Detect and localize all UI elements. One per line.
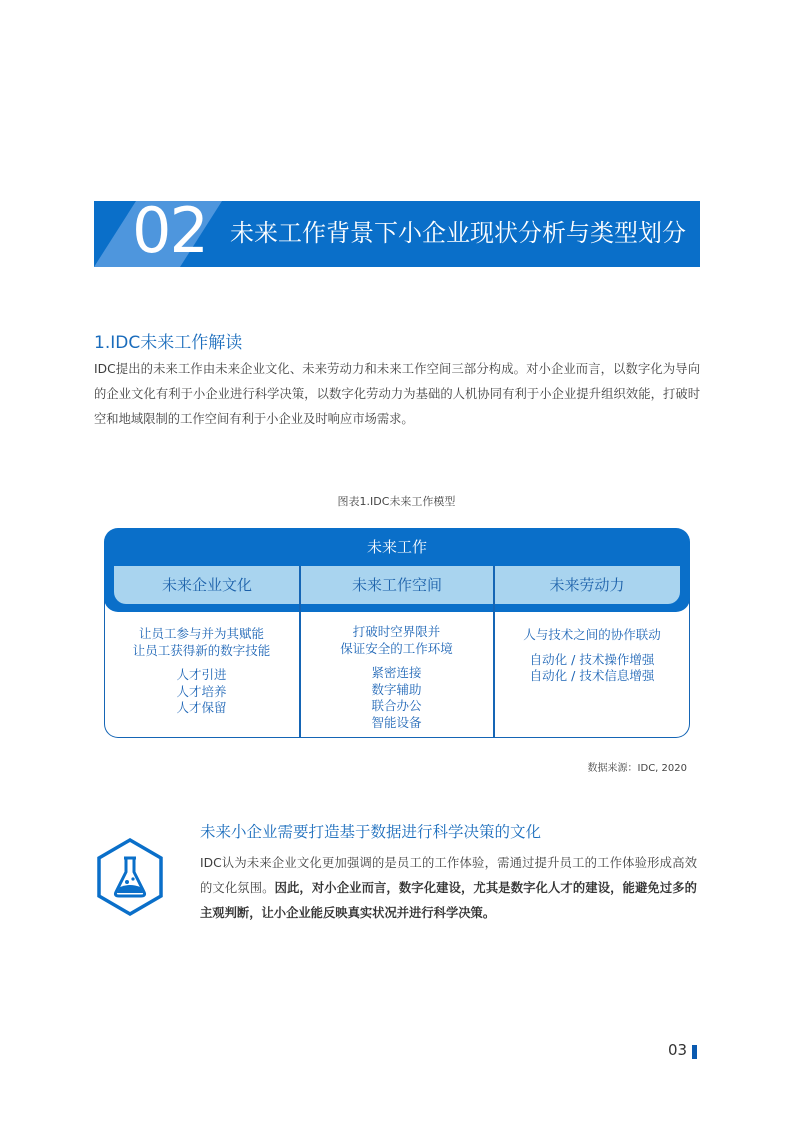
column-body-culture: [104, 626, 299, 717]
workspace-item: 智能设备: [371, 714, 422, 730]
figure-caption: 图表1.IDC未来工作模型: [337, 495, 456, 508]
workspace-item: 保证安全的工作环境: [340, 640, 453, 656]
column-body-workforce: [494, 627, 690, 685]
culture-item: 让员工获得新的数字技能: [132, 642, 271, 658]
callout-text-bold: 因此，对小企业而言，数字化建设，尤其是数字化人才的建设，能避免过多的主观判断，让小企业能反映真实状况并进行科学决策。: [200, 881, 697, 920]
workspace-item: 紧密连接: [371, 665, 422, 680]
model-column-headers: [114, 566, 680, 604]
workforce-item: 自动化 / 技术操作增强: [529, 651, 655, 667]
workforce-item: 自动化 / 技术信息增强: [529, 668, 655, 683]
workspace-item: 打破时空界限并: [352, 624, 441, 639]
column-title-workspace: 未来工作空间: [351, 576, 442, 594]
culture-item: 人才保留: [176, 700, 227, 715]
culture-item: 人才培养: [176, 683, 227, 699]
workforce-item: 人与技术之间的协作联动: [523, 627, 661, 642]
page-number-bar: [692, 1045, 697, 1059]
workspace-item: 联合办公: [371, 698, 422, 713]
flask-icon: [96, 838, 164, 916]
workspace-item: 数字辅助: [371, 681, 422, 697]
subsection-heading: 1.IDC未来工作解读: [94, 333, 243, 353]
column-body-workspace: [300, 624, 493, 731]
intro-paragraph: IDC提出的未来工作由未来企业文化、未来劳动力和未来工作空间三部分构成。对小企业而言，以数字化为导向的企业文化有利于小企业进行科学决策，以数字化劳动力为基础的人机协同有利于小企业提升组织效能，打破时空和地域限制的工作空间有利于小企业及时响应市场需求。: [94, 362, 700, 426]
callout-text-plain: IDC认为未来企业文化更加强调的是员工的工作体验，需通过提升员工的工作体验形成高效的文化氛围。: [200, 856, 697, 895]
culture-item: 让员工参与并为其赋能: [138, 626, 264, 641]
culture-item: 人才引进: [176, 667, 227, 682]
data-source: 数据来源：IDC, 2020: [587, 763, 687, 774]
idc-future-work-model: [104, 528, 690, 738]
section-title: 未来工作背景下小企业现状分析与类型划分: [230, 219, 686, 247]
callout-text: [200, 851, 697, 926]
column-title-workforce: 未来劳动力: [549, 576, 625, 594]
callout-title: 未来小企业需要打造基于数据进行科学决策的文化: [200, 823, 542, 841]
model-header-title: 未来工作: [366, 538, 427, 556]
model-header: [104, 528, 690, 612]
column-title-culture: 未来企业文化: [161, 576, 252, 594]
page-number: 03: [668, 1041, 688, 1059]
section-number: 02: [132, 194, 207, 267]
